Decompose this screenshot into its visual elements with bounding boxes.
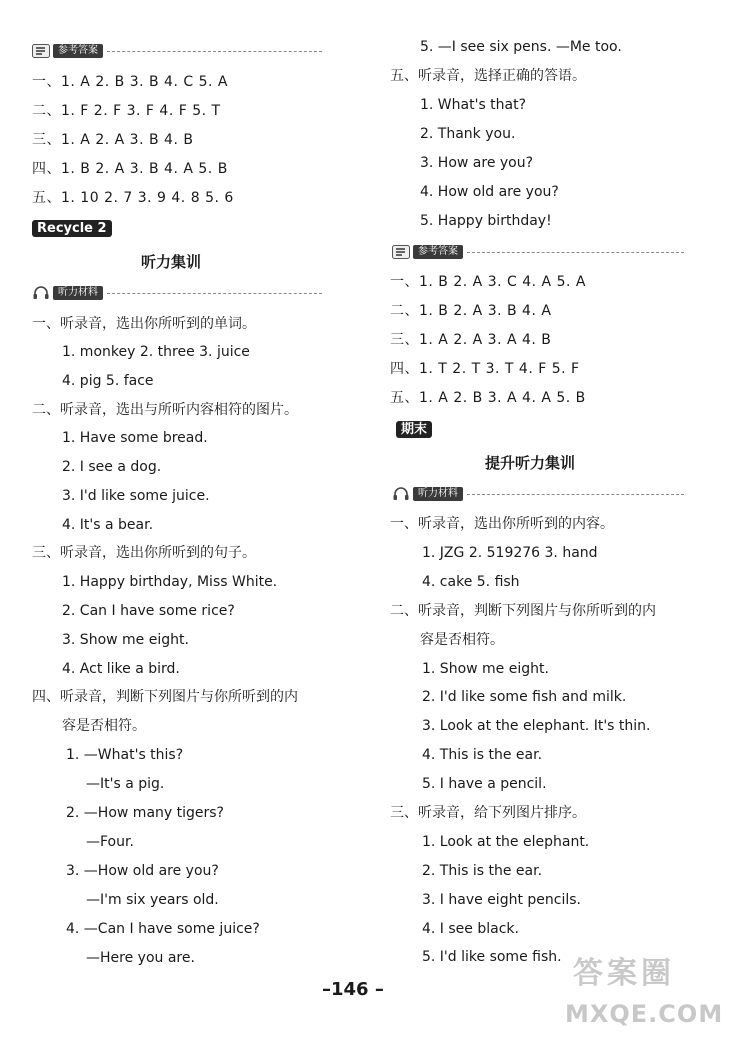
listening-material-header bbox=[392, 486, 684, 502]
answer-row: 五、1. A 2. B 3. A 4. A 5. B bbox=[390, 390, 586, 406]
answer-row: 五、1. 10 2. 7 3. 9 4. 8 5. 6 bbox=[32, 190, 234, 206]
answer-row: 二、1. F 2. F 3. F 4. F 5. T bbox=[32, 103, 221, 119]
listening-material-header bbox=[32, 285, 322, 301]
divider bbox=[107, 293, 322, 294]
answer-row: 一、1. A 2. B 3. B 4. C 5. A bbox=[32, 74, 228, 90]
answer-row: 四、1. B 2. A 3. B 4. A 5. B bbox=[32, 161, 228, 177]
question-item: 3. I have eight pencils. bbox=[422, 892, 581, 908]
section-title: 听力集训 bbox=[141, 253, 202, 271]
question-item: 2. Thank you. bbox=[420, 126, 516, 142]
question-item: 4. It's a bear. bbox=[62, 517, 154, 533]
question-item: 2. This is the ear. bbox=[422, 863, 543, 879]
question-item: —Here you are. bbox=[86, 950, 195, 966]
answer-key-label: 参考答案 bbox=[53, 44, 103, 58]
question-item: 1. monkey 2. three 3. juice bbox=[62, 344, 250, 360]
page-number: –146 – bbox=[322, 979, 384, 1000]
divider bbox=[467, 494, 684, 495]
recycle-tag: Recycle 2 bbox=[32, 220, 112, 237]
watermark bbox=[565, 948, 745, 1038]
question-heading: 二、听录音，选出与所听内容相符的图片。 bbox=[32, 402, 298, 418]
question-item: 4. cake 5. fish bbox=[422, 574, 520, 590]
question-item: 3. I'd like some juice. bbox=[62, 488, 210, 504]
divider bbox=[107, 51, 322, 52]
question-heading: 四、听录音，判断下列图片与你所听到的内 bbox=[32, 689, 298, 705]
question-item: —It's a pig. bbox=[86, 776, 165, 792]
answer-row: 一、1. B 2. A 3. C 4. A 5. A bbox=[390, 274, 586, 290]
question-heading: 三、听录音，给下列图片排序。 bbox=[390, 805, 586, 821]
question-item: 1. Look at the elephant. bbox=[422, 834, 590, 850]
question-item: 3. How are you? bbox=[420, 155, 534, 171]
question-item: 4. —Can I have some juice? bbox=[66, 921, 260, 937]
question-item: 2. Can I have some rice? bbox=[62, 603, 235, 619]
headphones-icon bbox=[32, 286, 50, 300]
question-item: 4. This is the ear. bbox=[422, 747, 543, 763]
answer-row: 三、1. A 2. A 3. A 4. B bbox=[390, 332, 552, 348]
question-item: 5. —I see six pens. —Me too. bbox=[420, 39, 622, 55]
book-icon bbox=[392, 245, 410, 259]
answer-key-label: 参考答案 bbox=[413, 245, 463, 259]
question-item: —I'm six years old. bbox=[86, 892, 219, 908]
question-item: 3. —How old are you? bbox=[66, 863, 219, 879]
question-heading: 一、听录音，选出你所听到的单词。 bbox=[32, 316, 256, 332]
question-item: 3. Show me eight. bbox=[62, 632, 189, 648]
listening-material-label: 听力材料 bbox=[413, 487, 463, 501]
watermark-text: 答案圈 bbox=[573, 956, 675, 991]
question-item: 1. JZG 2. 519276 3. hand bbox=[422, 545, 598, 561]
headphones-icon bbox=[392, 487, 410, 501]
answer-row: 二、1. B 2. A 3. B 4. A bbox=[390, 303, 552, 319]
question-heading-cont: 容是否相符。 bbox=[420, 632, 504, 648]
question-heading-cont: 容是否相符。 bbox=[62, 718, 146, 734]
question-item: 2. I'd like some fish and milk. bbox=[422, 689, 627, 705]
question-item: 5. I have a pencil. bbox=[422, 776, 547, 792]
question-item: 2. I see a dog. bbox=[62, 459, 162, 475]
answer-key-header bbox=[392, 244, 684, 260]
question-heading: 五、听录音，选择正确的答语。 bbox=[390, 68, 586, 84]
question-item: 3. Look at the elephant. It's thin. bbox=[422, 718, 651, 734]
question-heading: 一、听录音，选出你所听到的内容。 bbox=[390, 516, 614, 532]
watermark-url: MXQE.COM bbox=[565, 1000, 724, 1028]
question-item: 4. Act like a bird. bbox=[62, 661, 180, 677]
answer-key-header bbox=[32, 43, 322, 59]
question-item: 2. —How many tigers? bbox=[66, 805, 224, 821]
question-item: 4. How old are you? bbox=[420, 184, 559, 200]
question-item: 1. —What's this? bbox=[66, 747, 184, 763]
question-item: 1. Happy birthday, Miss White. bbox=[62, 574, 278, 590]
divider bbox=[467, 252, 684, 253]
question-item: 1. What's that? bbox=[420, 97, 527, 113]
question-item: 4. pig 5. face bbox=[62, 373, 154, 389]
section-title: 提升听力集训 bbox=[485, 454, 576, 472]
final-exam-tag: 期末 bbox=[396, 421, 432, 438]
question-heading: 三、听录音，选出你所听到的句子。 bbox=[32, 545, 256, 561]
question-item: 1. Show me eight. bbox=[422, 661, 549, 677]
book-icon bbox=[32, 44, 50, 58]
listening-material-label: 听力材料 bbox=[53, 286, 103, 300]
question-item: 5. I'd like some fish. bbox=[422, 949, 562, 965]
answer-row: 四、1. T 2. T 3. T 4. F 5. F bbox=[390, 361, 580, 377]
question-item: —Four. bbox=[86, 834, 134, 850]
question-item: 1. Have some bread. bbox=[62, 430, 208, 446]
question-heading: 二、听录音，判断下列图片与你所听到的内 bbox=[390, 603, 656, 619]
question-item: 5. Happy birthday! bbox=[420, 213, 552, 229]
answer-row: 三、1. A 2. A 3. B 4. B bbox=[32, 132, 194, 148]
question-item: 4. I see black. bbox=[422, 921, 519, 937]
